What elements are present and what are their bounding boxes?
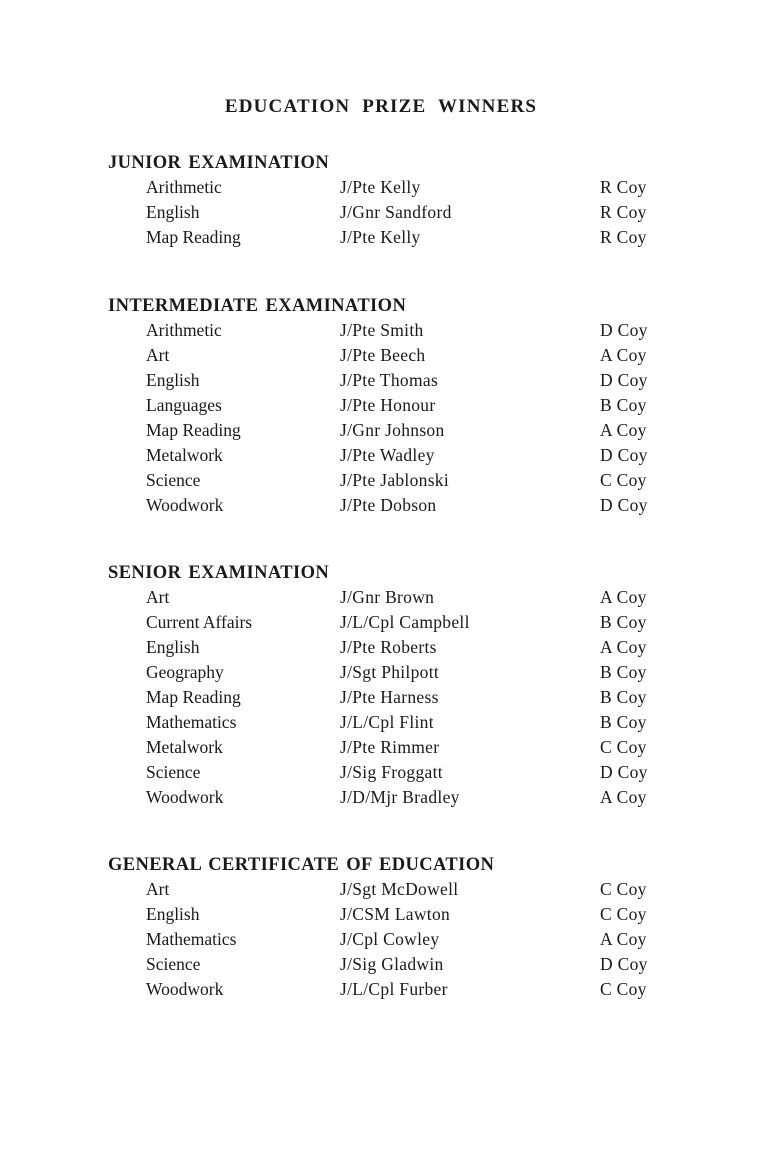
subject-cell: Woodwork: [146, 787, 224, 807]
table-row: [108, 418, 668, 443]
winner-cell: J/Sgt McDowell: [340, 879, 459, 899]
section-heading: SENIOR EXAMINATION: [108, 563, 330, 583]
company-cell: A Coy: [600, 587, 647, 607]
subject-cell: Arithmetic: [146, 320, 222, 340]
table-row: [108, 343, 668, 368]
section-heading: JUNIOR EXAMINATION: [108, 153, 330, 173]
table-row: [108, 952, 668, 977]
table-row: [108, 443, 668, 468]
table-row: [108, 318, 668, 343]
winner-cell: J/Pte Wadley: [340, 445, 435, 465]
subject-cell: English: [146, 904, 200, 924]
subject-cell: Metalwork: [146, 737, 223, 757]
winner-cell: J/L/Cpl Furber: [340, 979, 448, 999]
company-cell: A Coy: [600, 929, 647, 949]
winner-cell: J/Pte Honour: [340, 395, 436, 415]
subject-cell: Science: [146, 954, 201, 974]
company-cell: B Coy: [600, 395, 647, 415]
table-row: [108, 785, 668, 810]
company-cell: C Coy: [600, 879, 647, 899]
company-cell: D Coy: [600, 954, 648, 974]
company-cell: A Coy: [600, 345, 647, 365]
winner-cell: J/Sig Gladwin: [340, 954, 444, 974]
winner-cell: J/Pte Thomas: [340, 370, 439, 390]
winner-cell: J/Pte Dobson: [340, 495, 437, 515]
section-heading: INTERMEDIATE EXAMINATION: [108, 296, 407, 316]
winner-cell: J/Pte Smith: [340, 320, 424, 340]
company-cell: A Coy: [600, 787, 647, 807]
company-cell: B Coy: [600, 612, 647, 632]
subject-cell: Geography: [146, 662, 224, 682]
winner-cell: J/Sig Froggatt: [340, 762, 443, 782]
section-heading: GENERAL CERTIFICATE OF EDUCATION: [108, 855, 495, 875]
subject-cell: Mathematics: [146, 929, 237, 949]
winner-cell: J/Pte Beech: [340, 345, 426, 365]
subject-cell: Map Reading: [146, 687, 241, 707]
company-cell: A Coy: [600, 420, 647, 440]
subject-cell: Science: [146, 762, 201, 782]
subject-cell: Mathematics: [146, 712, 237, 732]
company-cell: R Coy: [600, 177, 647, 197]
winner-cell: J/D/Mjr Bradley: [340, 787, 460, 807]
section-senior-examination: [108, 561, 668, 810]
winner-cell: J/Pte Rimmer: [340, 737, 440, 757]
winner-cell: J/Sgt Philpott: [340, 662, 440, 682]
winner-cell: J/Pte Kelly: [340, 177, 421, 197]
winner-cell: J/CSM Lawton: [340, 904, 451, 924]
table-row: [108, 368, 668, 393]
subject-cell: Languages: [146, 395, 222, 415]
company-cell: C Coy: [600, 904, 647, 924]
table-row: [108, 393, 668, 418]
table-row: [108, 610, 668, 635]
winner-cell: J/Gnr Johnson: [340, 420, 445, 440]
subject-cell: Metalwork: [146, 445, 223, 465]
winner-cell: J/Pte Harness: [340, 687, 439, 707]
company-cell: B Coy: [600, 687, 647, 707]
winner-cell: J/L/Cpl Campbell: [340, 612, 470, 632]
subject-cell: English: [146, 370, 200, 390]
table-row: [108, 585, 668, 610]
winner-cell: J/L/Cpl Flint: [340, 712, 434, 732]
subject-cell: Map Reading: [146, 227, 241, 247]
company-cell: D Coy: [600, 762, 648, 782]
section-intermediate-examination: [108, 294, 668, 518]
company-cell: D Coy: [600, 320, 648, 340]
table-row: [108, 927, 668, 952]
company-cell: D Coy: [600, 495, 648, 515]
table-row: [108, 493, 668, 518]
company-cell: B Coy: [600, 712, 647, 732]
table-row: [108, 877, 668, 902]
winner-cell: J/Gnr Sandford: [340, 202, 452, 222]
subject-cell: English: [146, 202, 200, 222]
table-row: [108, 635, 668, 660]
table-row: [108, 660, 668, 685]
company-cell: D Coy: [600, 370, 648, 390]
winner-cell: J/Gnr Brown: [340, 587, 435, 607]
winner-cell: J/Pte Jablonski: [340, 470, 450, 490]
table-row: [108, 200, 668, 225]
table-row: [108, 760, 668, 785]
subject-cell: Woodwork: [146, 979, 224, 999]
table-row: [108, 977, 668, 1002]
company-cell: R Coy: [600, 227, 647, 247]
company-cell: A Coy: [600, 637, 647, 657]
subject-cell: Map Reading: [146, 420, 241, 440]
company-cell: D Coy: [600, 445, 648, 465]
winner-cell: J/Pte Kelly: [340, 227, 421, 247]
table-row: [108, 225, 668, 250]
subject-cell: Woodwork: [146, 495, 224, 515]
subject-cell: English: [146, 637, 200, 657]
subject-cell: Art: [146, 345, 170, 365]
table-row: [108, 710, 668, 735]
table-row: [108, 902, 668, 927]
company-cell: C Coy: [600, 470, 647, 490]
section-general-certificate-of-education: [108, 853, 668, 1002]
table-row: [108, 468, 668, 493]
winner-cell: J/Cpl Cowley: [340, 929, 440, 949]
company-cell: B Coy: [600, 662, 647, 682]
table-row: [108, 735, 668, 760]
subject-cell: Current Affairs: [146, 612, 253, 632]
section-junior-examination: [108, 151, 668, 250]
company-cell: C Coy: [600, 979, 647, 999]
company-cell: C Coy: [600, 737, 647, 757]
subject-cell: Arithmetic: [146, 177, 222, 197]
company-cell: R Coy: [600, 202, 647, 222]
table-row: [108, 685, 668, 710]
subject-cell: Science: [146, 470, 201, 490]
table-row: [108, 175, 668, 200]
page-title: EDUCATION PRIZE WINNERS: [224, 96, 538, 117]
winner-cell: J/Pte Roberts: [340, 637, 437, 657]
subject-cell: Art: [146, 879, 170, 899]
subject-cell: Art: [146, 587, 170, 607]
